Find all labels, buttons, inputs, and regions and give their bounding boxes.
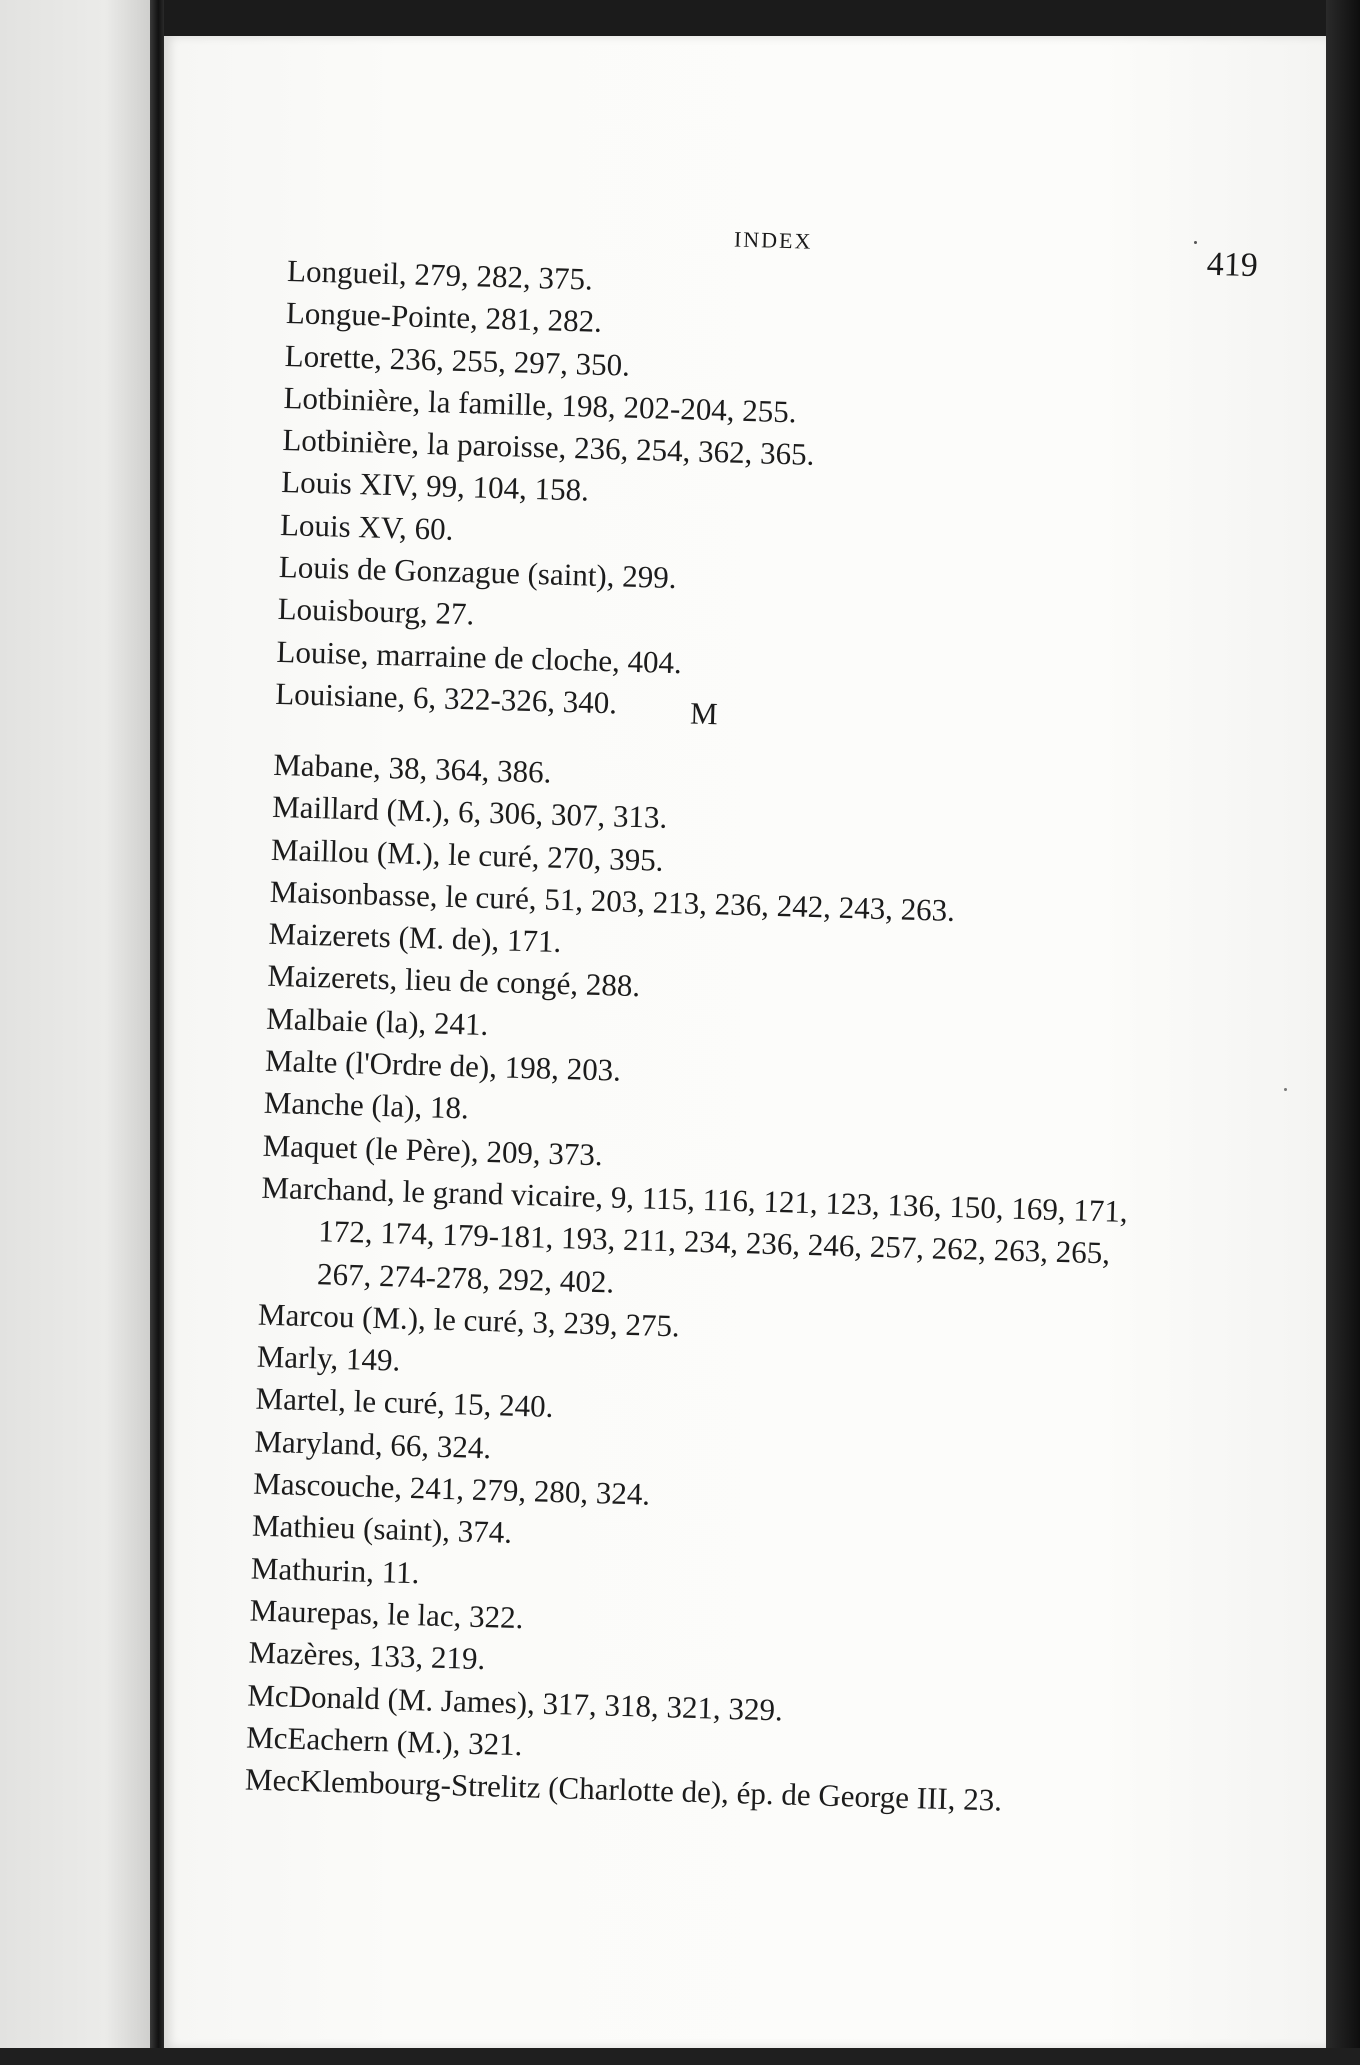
index-entry: Mathurin, 11. [250, 1550, 420, 1590]
index-entry: Marcou (M.), le curé, 3, 239, 275. [257, 1296, 681, 1344]
index-entry: Mathieu (saint), 374. [251, 1507, 513, 1551]
index-entry: Maillard (M.), 6, 306, 307, 313. [271, 789, 668, 836]
index-entry: Louisiane, 6, 322-326, 340. [274, 675, 618, 721]
index-entry: Lorette, 236, 255, 297, 350. [284, 337, 631, 383]
index-entry: Louis de Gonzague (saint), 299. [278, 549, 678, 596]
index-entry: Marchand, le grand vicaire, 9, 115, 116, 121, 123, 136, 150, 169, 171, 172, 174, 179-181, 193, 211, 234, 236, 246, 257, 262, 263, 265, 267, 274-278, 292, 402. [261, 1169, 1129, 1300]
running-title: INDEX [733, 226, 813, 254]
index-entry: Mascouche, 241, 279, 280, 324. [252, 1465, 651, 1512]
page-number: 419 [1206, 245, 1259, 285]
index-entry: Malte (l'Ordre de), 198, 203. [264, 1042, 622, 1088]
index-entry: Lotbinière, la famille, 198, 202-204, 255. [283, 379, 798, 430]
index-section-l [275, 250, 1168, 740]
index-entry: Malbaie (la), 241. [265, 1000, 489, 1042]
index-entry: Louise, marraine de cloche, 404. [276, 633, 683, 680]
paper-speck [1194, 241, 1197, 244]
index-entry: Louis XV, 60. [279, 506, 454, 547]
book-page [164, 36, 1326, 2048]
index-entry: Longue-Pointe, 281, 282. [285, 295, 603, 340]
index-entry: Maizerets, lieu de congé, 288. [267, 958, 641, 1004]
paper-speck [1284, 1088, 1287, 1091]
index-entry: Mazères, 133, 219. [248, 1634, 486, 1677]
index-entry: Longueil, 279, 282, 375. [286, 253, 594, 297]
index-entry: MecKlembourg-Strelitz (Charlotte de), ép. de George III, 23. [244, 1761, 1003, 1818]
index-entry: Manche (la), 18. [263, 1085, 470, 1126]
index-entry: Maryland, 66, 324. [254, 1423, 492, 1465]
index-entry: Lotbinière, la paroisse, 236, 254, 362, 365. [281, 422, 815, 473]
index-entry: Louisbourg, 27. [277, 591, 475, 632]
index-entry: McEachern (M.), 321. [245, 1719, 523, 1763]
page-text-block [136, 21, 1354, 2065]
facing-page-edge [0, 0, 150, 2048]
index-entry: Louis XIV, 99, 104, 158. [280, 464, 590, 509]
index-entry: Maurepas, le lac, 322. [249, 1592, 524, 1636]
index-entry: McDonald (M. James), 317, 318, 321, 329. [246, 1677, 784, 1727]
index-entry: Marly, 149. [256, 1338, 401, 1378]
index-entry: Maizerets (M. de), 171. [268, 915, 562, 960]
index-entry: Maillou (M.), le curé, 270, 395. [270, 831, 664, 878]
index-entry: Maquet (le Père), 209, 373. [262, 1127, 604, 1172]
index-section-m [244, 744, 1153, 1826]
index-entry: Maisonbasse, le curé, 51, 203, 213, 236, 242, 243, 263. [269, 873, 956, 928]
section-letter-heading: M [689, 695, 719, 732]
index-entry: Mabane, 38, 364, 386. [272, 746, 552, 790]
index-entry: Martel, le curé, 15, 240. [255, 1381, 554, 1425]
